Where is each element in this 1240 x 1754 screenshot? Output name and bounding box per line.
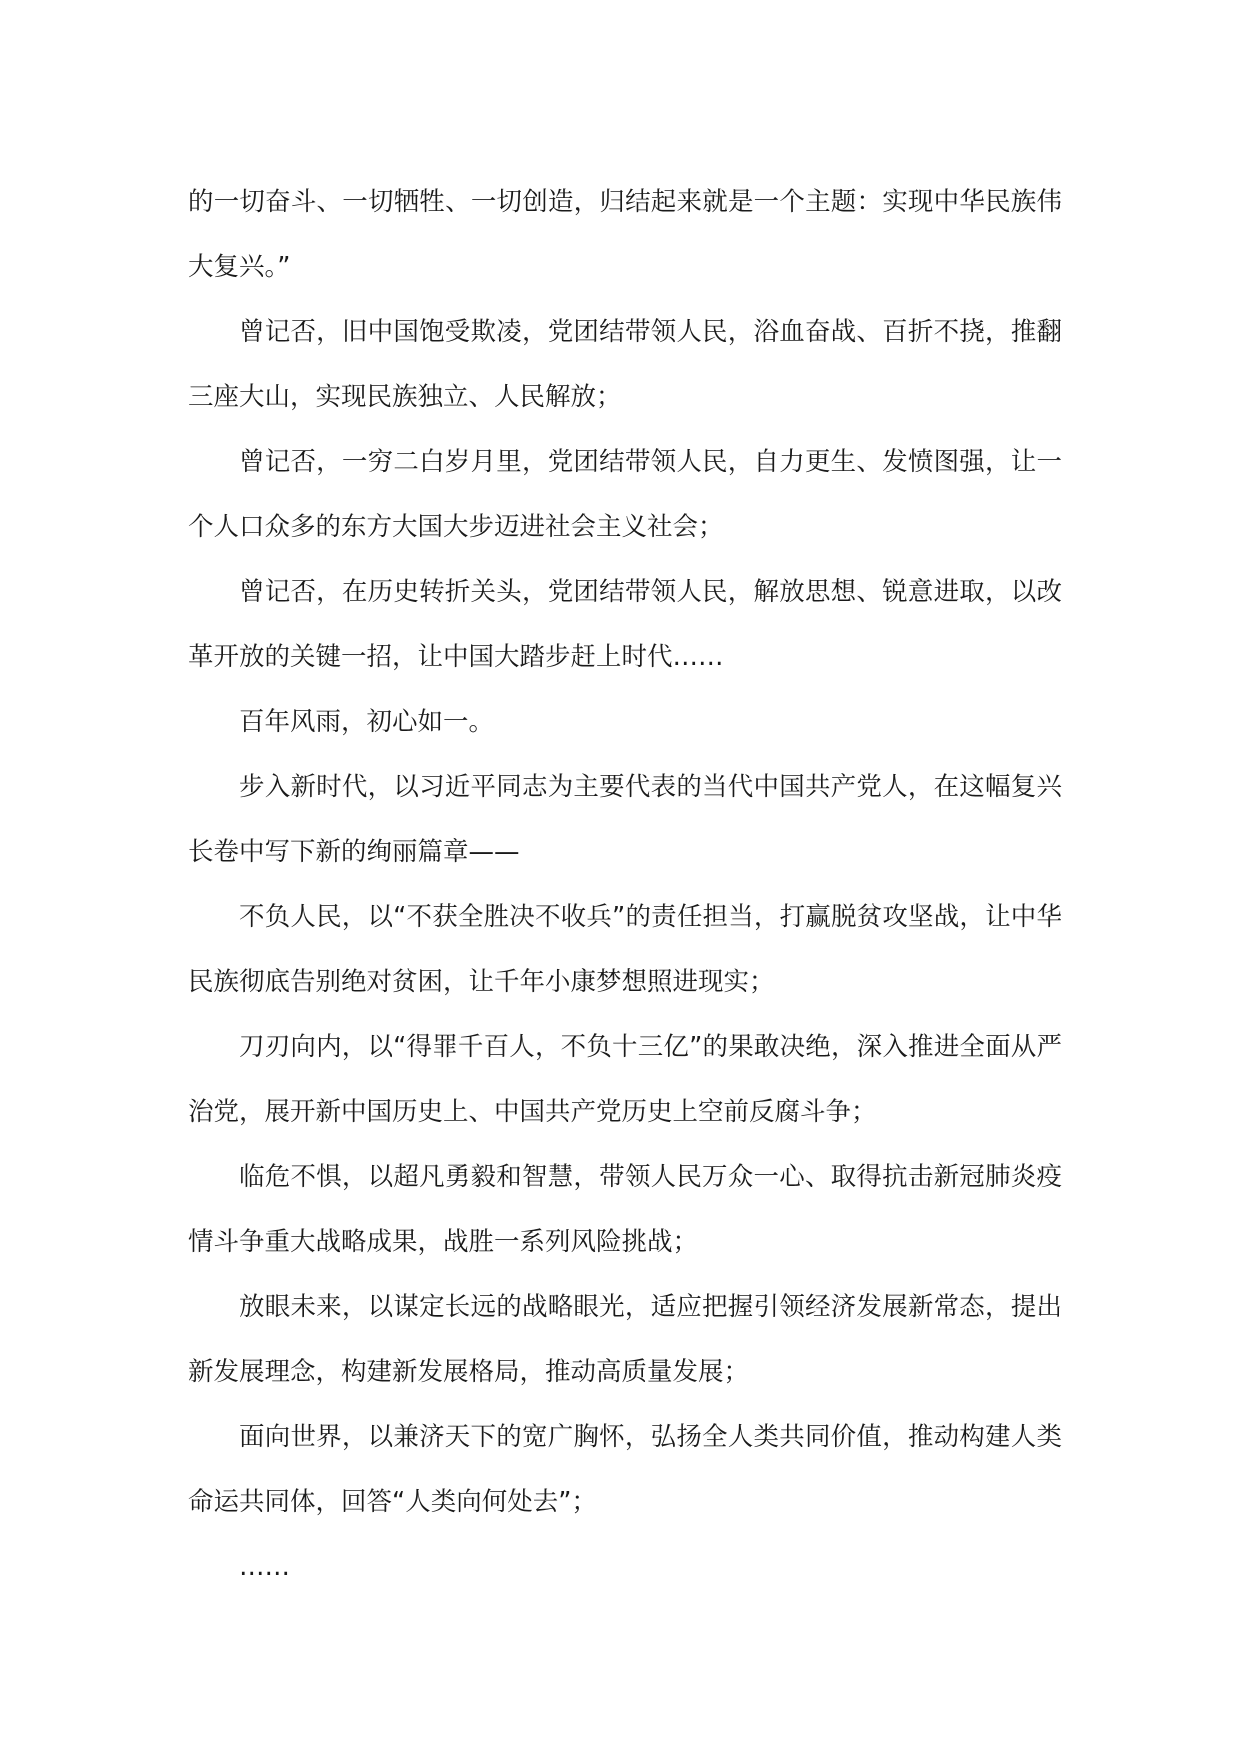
document-body <box>188 170 1062 1600</box>
paragraph-12-ellipsis: …… <box>239 1552 290 1582</box>
paragraph-11: 面向世界，以兼济天下的宽广胸怀，弘扬全人类共同价值，推动构建人类命运共同体，回答“人类向何处去”； <box>188 1422 1062 1517</box>
paragraph-10: 放眼未来，以谋定长远的战略眼光，适应把握引领经济发展新常态，提出新发展理念，构建新发展格局，推动高质量发展； <box>188 1292 1062 1387</box>
paragraph-2: 曾记否，旧中国饱受欺凌，党团结带领人民，浴血奋战、百折不挠，推翻三座大山，实现民族独立、人民解放； <box>188 317 1062 412</box>
paragraph-7: 不负人民，以“不获全胜决不收兵”的责任担当，打赢脱贫攻坚战，让中华民族彻底告别绝对贫困，让千年小康梦想照进现实； <box>188 902 1062 997</box>
paragraph-9: 临危不惧，以超凡勇毅和智慧，带领人民万众一心、取得抗击新冠肺炎疫情斗争重大战略成果，战胜一系列风险挑战； <box>188 1162 1062 1257</box>
paragraph-4: 曾记否，在历史转折关头，党团结带领人民，解放思想、锐意进取，以改革开放的关键一招，让中国大踏步赶上时代…… <box>188 577 1062 672</box>
paragraph-3: 曾记否，一穷二白岁月里，党团结带领人民，自力更生、发愤图强，让一个人口众多的东方大国大步迈进社会主义社会； <box>188 447 1062 542</box>
paragraph-6: 步入新时代，以习近平同志为主要代表的当代中国共产党人，在这幅复兴长卷中写下新的绚丽篇章—— <box>188 772 1062 867</box>
paragraph-5: 百年风雨，初心如一。 <box>239 707 495 737</box>
paragraph-8: 刀刃向内，以“得罪千百人，不负十三亿”的果敢决绝，深入推进全面从严治党，展开新中国历史上、中国共产党历史上空前反腐斗争； <box>188 1032 1062 1127</box>
paragraph-1: 的一切奋斗、一切牺牲、一切创造，归结起来就是一个主题：实现中华民族伟大复兴。” <box>188 187 1062 282</box>
